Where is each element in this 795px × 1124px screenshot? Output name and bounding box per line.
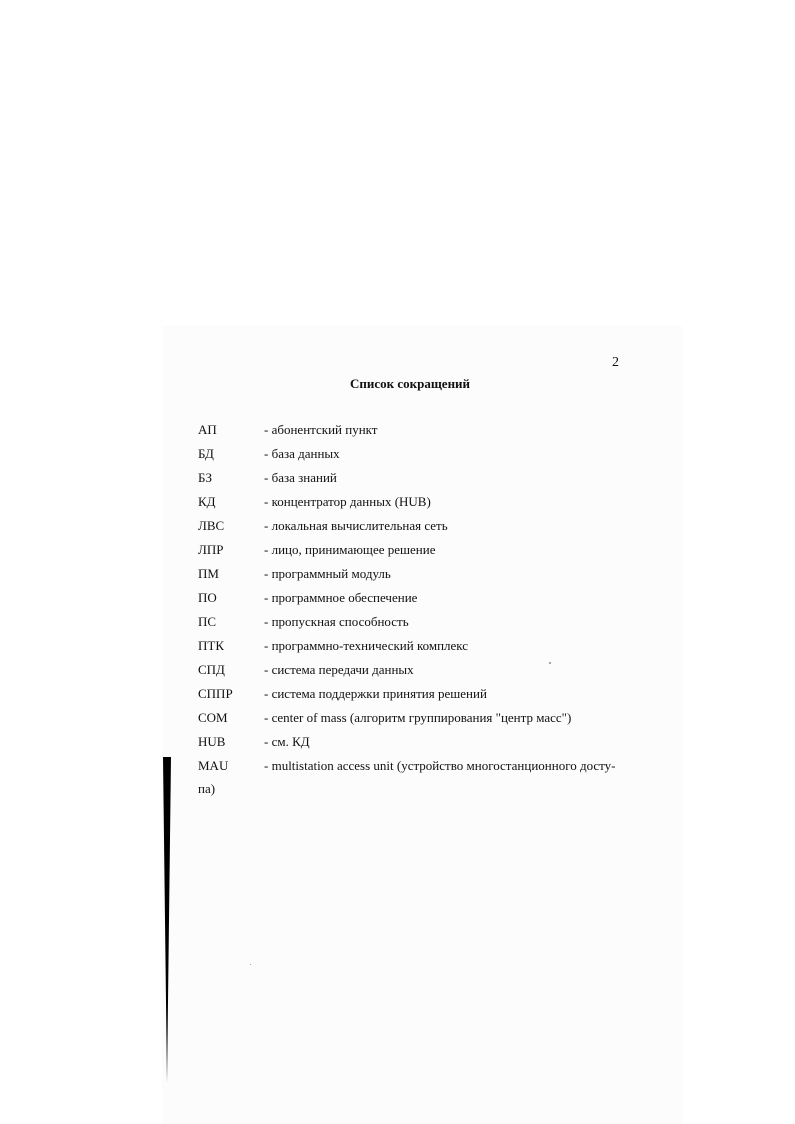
abbreviation-term: СОМ: [198, 710, 228, 725]
abbreviation-row: [198, 541, 638, 565]
abbreviation-row: [198, 565, 638, 589]
abbreviation-row: [198, 637, 638, 661]
abbreviation-definition-continuation: па): [198, 781, 216, 796]
abbreviation-term: MAU: [198, 758, 229, 773]
abbreviation-row: [198, 661, 638, 685]
abbreviation-definition: - программное обеспечение: [264, 590, 418, 605]
abbreviation-definition: - система поддержки принятия решений: [264, 686, 487, 701]
abbreviation-term: БД: [198, 446, 214, 461]
abbreviation-definition: - center of mass (алгоритм группирования "центр масс"): [264, 710, 572, 725]
abbreviation-row: [198, 493, 638, 517]
scan-edge-shadow: [163, 757, 171, 1083]
abbreviation-definition: - база знаний: [264, 470, 337, 485]
abbreviation-definition: - локальная вычислительная сеть: [264, 518, 448, 533]
abbreviation-definition: - программно-технический комплекс: [264, 638, 469, 653]
abbreviation-term: СПД: [198, 662, 225, 677]
abbreviation-term: ПТК: [198, 638, 224, 653]
abbreviation-definition: - см. КД: [264, 734, 310, 749]
abbreviation-term: БЗ: [198, 470, 212, 485]
page-number: 2: [612, 355, 619, 370]
page-title: Список сокращений: [349, 376, 471, 391]
abbreviation-definition: - лицо, принимающее решение: [264, 542, 436, 557]
abbreviation-row: [198, 709, 638, 733]
abbreviation-definition: - абонентский пункт: [264, 422, 378, 437]
abbreviation-term: ПО: [198, 590, 217, 605]
abbreviation-definition: - пропускная способность: [264, 614, 409, 629]
abbreviation-list: [198, 421, 638, 805]
abbreviation-definition: - программный модуль: [264, 566, 391, 581]
abbreviation-row: [198, 733, 638, 757]
abbreviation-term: КД: [198, 494, 216, 509]
abbreviation-definition: - база данных: [264, 446, 340, 461]
abbreviation-row: [198, 613, 638, 637]
abbreviation-row: [198, 589, 638, 613]
scan-speck: [250, 964, 251, 965]
abbreviation-definition: - концентратор данных (HUB): [264, 494, 431, 509]
abbreviation-definition: - multistation access unit (устройство многостанционного досту-: [264, 758, 616, 773]
abbreviation-term: ЛВС: [198, 518, 225, 533]
abbreviation-row: [198, 757, 638, 805]
abbreviation-term: ЛПР: [198, 542, 224, 557]
abbreviation-row: [198, 421, 638, 445]
abbreviation-row: [198, 517, 638, 541]
abbreviation-term: ПМ: [198, 566, 219, 581]
abbreviation-definition: - система передачи данных: [264, 662, 414, 677]
abbreviation-term: ПС: [198, 614, 217, 629]
abbreviation-term: СППР: [198, 686, 233, 701]
abbreviation-row: [198, 469, 638, 493]
abbreviation-term: HUB: [198, 734, 226, 749]
abbreviation-term: АП: [198, 422, 217, 437]
abbreviation-row: [198, 685, 638, 709]
abbreviation-row: [198, 445, 638, 469]
